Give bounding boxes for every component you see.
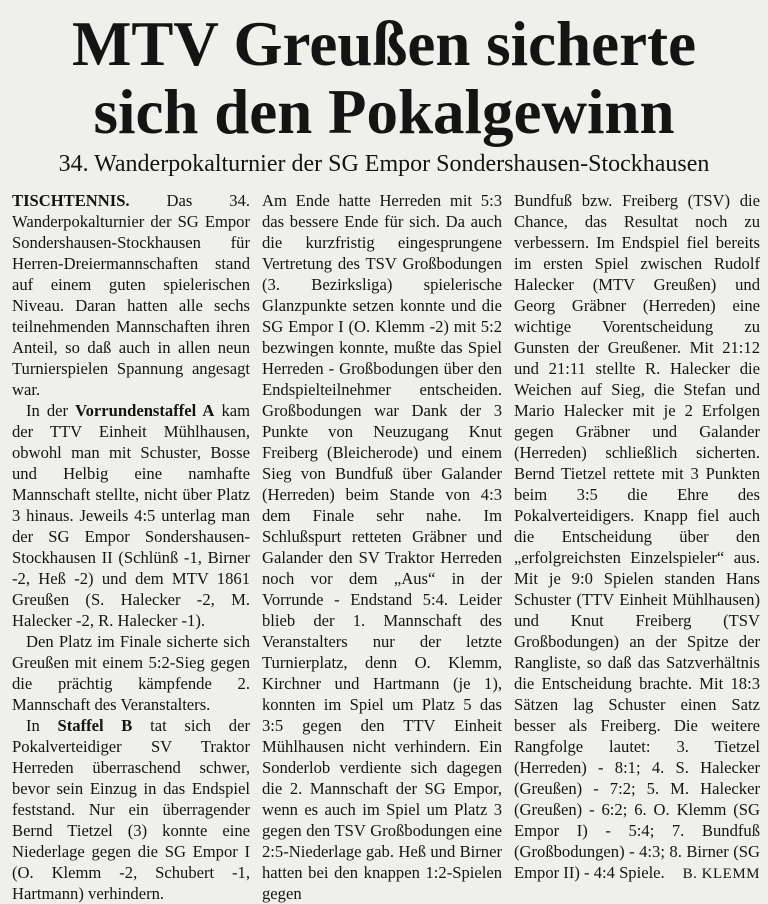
article-column-3: [514, 190, 760, 883]
paragraph-staffel-a-text: kam der TTV Einheit Mühlhausen, obwohl man mit Schuster, Bosse und Helbig eine namhafte Mannschaft stellte, nicht über Platz 3 hinaus. Jeweils 4:5 unterlag man der SG Empor Sondershausen-Stockhausen II (Schlünß -1, Birner -2, Heß -2) und dem MTV 1861 Greußen (S. Halecker -2, M. Halecker -2, R. Halecker -1).: [12, 401, 251, 630]
paragraph-staffel-b: [12, 715, 250, 904]
article-column-1: [12, 190, 250, 904]
paragraph-staffel-a: [12, 400, 250, 631]
paragraph-staffel-a-pre: In der: [26, 401, 76, 420]
staffel-b-heading: Staffel B: [57, 716, 133, 735]
subheadline: 34. Wanderpokalturnier der SG Empor Sondershausen-Stockhausen: [58, 151, 710, 177]
paragraph-column-2: Am Ende hatte Herreden mit 5:3 das bessere Ende für sich. Da auch die kurzfristig eingesprungene Vertretung des TSV Großbodungen (3. Bezirksliga) spielerische Glanzpunkte setzen konnte und die SG Empor I (O. Klemm -2) mit 5:2 bezwingen konnte, mußte das Spiel Herreden - Großbodungen über den Endspielteilnehmer entscheiden. Großbodungen war Dank der 3 Punkte von Neuzugang Knut Freiberg (Bleicherode) und einem Sieg von Bundfuß über Galander (Herreden) beim Stande von 4:3 dem Finale sehr nahe. Im Schlußspurt retteten Gräbner und Galander den SV Traktor Herreden noch vor dem „Aus“ in der Vorrunde - Endstand 5:4. Leider blieb der 1. Mannschaft des Veranstalters nur der letzte Turnierplatz, denn O. Klemm, Kirchner und Hartmann (je 1), konnten im Spiel um Platz 5 das 3:5 gegen den TTV Einheit Mühlhausen nicht verhindern. Ein Sonderlob verdiente sich dagegen die 2. Mannschaft der SG Empor, wenn es auch im Spiel um Platz 3 gegen den TSV Großbodungen eine 2:5-Niederlage gab. Heß und Birner hatten bei den knappen 1:2-Spielen gegen: [262, 191, 502, 903]
headline-line-1: MTV Greußen sicherte: [71, 9, 697, 79]
section-lead: TISCHTENNIS.: [12, 191, 130, 210]
paragraph-column-3: Bundfuß bzw. Freiberg (TSV) die Chance, das Resultat noch zu verbessern. Im Endspiel fiel bereits im ersten Spiel zwischen Rudolf Halecker (MTV Greußen) und Georg Gräbner (Herreden) eine wichtige Vorentscheidung zu Gunsten der Greußener. Mit 21:12 und 21:11 stellte R. Halecker die Weichen auf Sieg, die Stefan und Mario Halecker mit je 2 Erfolgen gegen Gräbner und Galander (Herreden) schließlich sicherten. Bernd Tietzel rettete mit 3 Punkten beim 3:5 die Ehre des Pokalverteidigers. Knapp fiel auch die Entscheidung über den „erfolgreichsten Einzelspieler“ aus. Mit je 9:0 Spielen standen Hans Schuster (TTV Einheit Mühlhausen) und Knut Freiberg (TSV Großbodungen) an der Spitze der Rangliste, so daß das Satzverhältnis die Entscheidung brachte. Mit 18:3 Sätzen lag Schuster einen Satz besser als Freiberg. Die weitere Rangfolge lautet: 3. Tietzel (Herreden) - 8:1; 4. S. Halecker (Greußen) - 7:2; 5. M. Halecker (Greußen) - 6:2; 6. O. Klemm (SG Empor I) - 5:4; 7. Bundfuß (Großbodungen) - 4:3; 8. Birner (SG Empor II) - 4:4 Spiele.: [514, 191, 760, 882]
staffel-a-heading: Vorrundenstaffel A: [75, 401, 215, 420]
paragraph-staffel-b-pre: In: [26, 716, 58, 735]
paragraph-final-qualification: Den Platz im Finale sicherte sich Greußen mit einem 5:2-Sieg gegen die prächtig kämpfende 2. Mannschaft des Veranstalters.: [12, 632, 250, 714]
headline: [0, 10, 768, 146]
headline-line-2: sich den Pokalgewinn: [93, 77, 675, 147]
paragraph-intro-text: Das 34. Wanderpokalturnier der SG Empor Sondershausen-Stockhausen für Herren-Dreiermannschaften stand auf einem guten spielerischen Niveau. Daran hatten alle sechs teilnehmenden Mannschaften ihren Anteil, so daß auch in allen neun Turnierspielen Spannung angesagt war.: [12, 191, 250, 399]
author-byline: B. KLEMM: [682, 866, 760, 882]
article-column-2: [262, 190, 502, 904]
paragraph-intro: [12, 190, 250, 400]
paragraph-staffel-b-text: tat sich der Pokalverteidiger SV Traktor Herreden überraschend schwer, bevor sein Einzug in das Endspiel feststand. Nur ein überragender Bernd Tietzel (3) konnte eine Niederlage gegen die SG Empor I (O. Klemm -2, Schubert -1, Hartmann) verhindern.: [12, 716, 250, 903]
